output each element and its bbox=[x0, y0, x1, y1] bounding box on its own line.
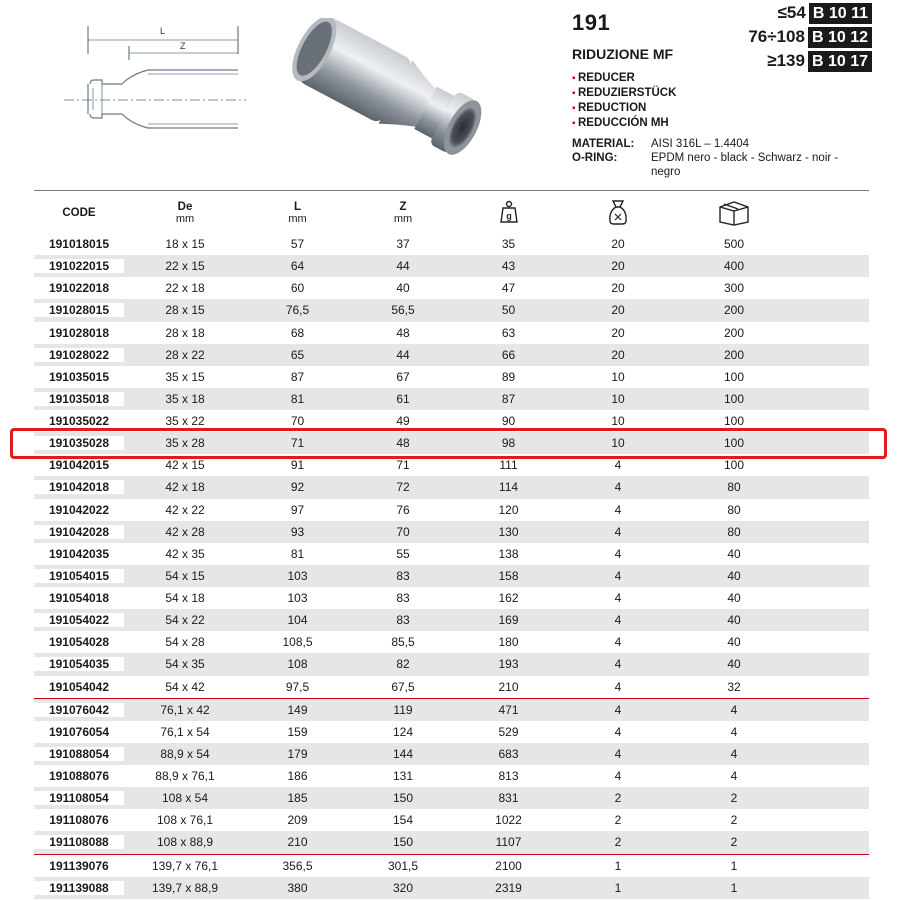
cell-weight: 169 bbox=[498, 613, 519, 628]
cell-weight: 90 bbox=[501, 414, 516, 429]
cell-code: 191088076 bbox=[48, 769, 110, 784]
cell-z: 40 bbox=[396, 281, 410, 296]
cell-z: 37 bbox=[396, 237, 410, 252]
cell-bag-qty: 2 bbox=[614, 791, 622, 806]
cell-z: 44 bbox=[396, 347, 410, 362]
cell-z: 61 bbox=[396, 391, 410, 406]
cell-code: 191076042 bbox=[34, 703, 124, 717]
cell-l: 97,5 bbox=[285, 679, 310, 694]
cell-l: 210 bbox=[287, 835, 308, 850]
table-row bbox=[34, 698, 869, 721]
cell-code: 191054018 bbox=[48, 591, 110, 606]
cell-code: 191035028 bbox=[34, 436, 124, 450]
cell-code: 191088054 bbox=[34, 747, 124, 761]
cell-z: 56,5 bbox=[391, 303, 415, 318]
translation-item bbox=[572, 86, 872, 101]
cell-box-qty: 1 bbox=[730, 880, 738, 895]
cell-l: 81 bbox=[290, 546, 305, 561]
cell-z: 301,5 bbox=[387, 858, 419, 873]
translation-text: REDUCCIÓN MH bbox=[578, 117, 669, 129]
cell-bag-qty: 2 bbox=[614, 835, 622, 850]
header-box bbox=[676, 198, 792, 229]
cell-z: 144 bbox=[392, 746, 414, 761]
cell-bag-qty: 20 bbox=[611, 237, 625, 252]
cell-bag-qty: 4 bbox=[614, 702, 622, 717]
cell-de: 108 x 76,1 bbox=[156, 813, 214, 828]
cell-de: 35 x 22 bbox=[165, 414, 205, 429]
cell-bag-qty: 4 bbox=[614, 679, 622, 694]
cell-bag-qty: 4 bbox=[614, 635, 622, 650]
table-row bbox=[34, 743, 869, 765]
cell-box-qty: 80 bbox=[727, 480, 741, 495]
cell-de: 108 x 54 bbox=[161, 791, 209, 806]
cell-box-qty: 100 bbox=[723, 414, 745, 429]
cell-de: 18 x 15 bbox=[165, 237, 205, 252]
cell-z: 49 bbox=[396, 414, 410, 429]
cell-l: 380 bbox=[287, 880, 308, 895]
cell-box-qty: 4 bbox=[730, 746, 738, 761]
cell-de: 35 x 28 bbox=[165, 436, 205, 451]
cell-bag-qty: 4 bbox=[614, 480, 622, 495]
cell-l: 108 bbox=[287, 657, 308, 672]
cell-z: 83 bbox=[396, 568, 410, 583]
cell-code: 191108054 bbox=[34, 791, 124, 805]
cell-weight: 111 bbox=[499, 458, 518, 473]
header-divider bbox=[34, 190, 869, 191]
cell-l: 70 bbox=[290, 414, 305, 429]
cell-box-qty: 100 bbox=[723, 436, 745, 451]
cell-weight: 89 bbox=[501, 369, 516, 384]
cell-box-qty: 40 bbox=[727, 568, 741, 583]
cell-z: 131 bbox=[392, 769, 414, 784]
cell-l: 159 bbox=[287, 724, 308, 739]
cell-bag-qty: 20 bbox=[611, 347, 625, 362]
header-z-unit: mm bbox=[393, 213, 413, 225]
cell-code: 191054042 bbox=[48, 679, 110, 694]
table-row bbox=[34, 854, 869, 877]
cell-de: 28 x 15 bbox=[165, 303, 205, 318]
cell-z: 48 bbox=[396, 436, 410, 451]
cell-bag-qty: 20 bbox=[611, 303, 625, 318]
cell-box-qty: 2 bbox=[730, 813, 738, 828]
cell-bag-qty: 4 bbox=[614, 613, 622, 628]
cell-code: 191028022 bbox=[34, 348, 124, 362]
cell-de: 54 x 18 bbox=[165, 591, 205, 606]
table-row bbox=[34, 631, 869, 653]
cell-l: 103 bbox=[287, 568, 308, 583]
cell-code: 191028018 bbox=[48, 325, 110, 340]
cell-l: 68 bbox=[290, 325, 305, 340]
translation-item bbox=[572, 116, 872, 131]
table-row bbox=[34, 322, 869, 344]
cell-l: 60 bbox=[290, 281, 305, 296]
cell-weight: 162 bbox=[498, 591, 519, 606]
cell-box-qty: 200 bbox=[723, 303, 745, 318]
size-code: B 10 12 bbox=[808, 27, 872, 48]
cell-code: 191042035 bbox=[48, 546, 110, 561]
cell-weight: 180 bbox=[498, 635, 519, 650]
cell-l: 97 bbox=[290, 502, 305, 517]
translation-text: REDUCER bbox=[578, 72, 635, 84]
cell-weight: 210 bbox=[498, 679, 519, 694]
product-table bbox=[34, 193, 869, 899]
cell-z: 67 bbox=[396, 369, 410, 384]
table-row bbox=[34, 521, 869, 543]
cell-bag-qty: 4 bbox=[614, 746, 622, 761]
oring-spec bbox=[572, 151, 872, 179]
cell-code: 191042028 bbox=[34, 525, 124, 539]
header-weight bbox=[457, 200, 560, 227]
table-row bbox=[34, 255, 869, 277]
cell-box-qty: 1 bbox=[730, 858, 738, 873]
cell-de: 88,9 x 76,1 bbox=[155, 769, 215, 784]
dimension-drawing bbox=[60, 14, 250, 149]
highlighted-row-outline bbox=[10, 428, 887, 459]
cell-weight: 63 bbox=[501, 325, 516, 340]
cell-bag-qty: 4 bbox=[614, 568, 622, 583]
cell-l: 92 bbox=[290, 480, 305, 495]
table-row bbox=[34, 543, 869, 565]
cell-de: 42 x 28 bbox=[165, 524, 205, 539]
cell-de: 54 x 35 bbox=[165, 657, 205, 672]
cell-code: 191054028 bbox=[48, 635, 110, 650]
cell-de: 54 x 22 bbox=[165, 613, 205, 628]
cell-l: 186 bbox=[287, 769, 308, 784]
bullet-icon: ▪ bbox=[572, 118, 576, 129]
product-translations bbox=[572, 71, 872, 131]
cell-code: 191054035 bbox=[34, 657, 124, 671]
cell-z: 150 bbox=[392, 835, 414, 850]
cell-bag-qty: 1 bbox=[614, 858, 622, 873]
cell-de: 76,1 x 54 bbox=[160, 724, 210, 739]
cell-z: 124 bbox=[392, 724, 414, 739]
cell-code: 191108076 bbox=[49, 813, 109, 828]
cell-de: 35 x 15 bbox=[165, 369, 205, 384]
cell-l: 356,5 bbox=[282, 858, 313, 873]
header-de-unit: mm bbox=[175, 213, 195, 225]
cell-weight: 114 bbox=[498, 480, 519, 495]
cell-weight: 158 bbox=[498, 568, 519, 583]
cell-bag-qty: 20 bbox=[611, 281, 625, 296]
cell-weight: 43 bbox=[501, 259, 516, 274]
cell-weight: 1107 bbox=[495, 835, 522, 850]
product-number: 191 bbox=[572, 10, 611, 35]
cell-code: 191042015 bbox=[48, 458, 110, 473]
table-row bbox=[34, 809, 869, 831]
cell-weight: 193 bbox=[498, 657, 519, 672]
table-header bbox=[34, 193, 869, 233]
header-de-label: De bbox=[177, 201, 193, 213]
cell-box-qty: 40 bbox=[727, 613, 741, 628]
cell-bag-qty: 4 bbox=[614, 502, 622, 517]
cell-weight: 1022 bbox=[495, 813, 522, 828]
cell-bag-qty: 4 bbox=[614, 546, 622, 561]
cell-weight: 683 bbox=[498, 746, 519, 761]
cell-code: 191028015 bbox=[34, 303, 124, 317]
cell-code: 191139076 bbox=[49, 858, 109, 873]
cell-l: 108,5 bbox=[282, 635, 313, 650]
table-row bbox=[34, 877, 869, 899]
cell-code: 191022015 bbox=[34, 259, 124, 273]
cell-l: 81 bbox=[290, 391, 305, 406]
cell-z: 67,5 bbox=[391, 679, 415, 694]
cell-l: 76,5 bbox=[285, 303, 310, 318]
cell-box-qty: 100 bbox=[723, 458, 745, 473]
cell-box-qty: 40 bbox=[727, 546, 741, 561]
cell-de: 54 x 42 bbox=[165, 679, 205, 694]
cell-box-qty: 200 bbox=[723, 347, 745, 362]
bag-icon bbox=[607, 199, 629, 225]
cell-de: 35 x 18 bbox=[165, 391, 205, 406]
cell-code: 191042022 bbox=[48, 502, 110, 517]
cell-weight: 2319 bbox=[495, 880, 522, 895]
header-z bbox=[349, 201, 457, 225]
cell-code: 191054015 bbox=[34, 569, 124, 583]
cell-code: 191042018 bbox=[34, 480, 124, 494]
cell-z: 85,5 bbox=[391, 635, 415, 650]
translation-text: REDUZIERSTÜCK bbox=[578, 87, 677, 99]
cell-weight: 47 bbox=[501, 281, 516, 296]
size-code: B 10 17 bbox=[808, 51, 872, 72]
bullet-icon: ▪ bbox=[572, 103, 576, 114]
table-body bbox=[34, 233, 869, 899]
cell-l: 209 bbox=[287, 813, 308, 828]
translation-item bbox=[572, 101, 872, 116]
cell-de: 22 x 15 bbox=[165, 259, 205, 274]
cell-de: 42 x 22 bbox=[165, 502, 205, 517]
cell-code: 191035022 bbox=[48, 414, 110, 429]
cell-l: 87 bbox=[290, 369, 305, 384]
cell-box-qty: 4 bbox=[730, 769, 738, 784]
svg-text:g: g bbox=[505, 210, 512, 221]
cell-de: 108 x 88,9 bbox=[156, 835, 214, 850]
cell-z: 48 bbox=[396, 325, 410, 340]
cell-z: 320 bbox=[392, 880, 414, 895]
cell-bag-qty: 1 bbox=[614, 880, 622, 895]
table-row bbox=[34, 499, 869, 521]
cell-l: 65 bbox=[290, 347, 305, 362]
header-code: CODE bbox=[62, 207, 96, 219]
size-code-row bbox=[748, 26, 872, 48]
cell-box-qty: 40 bbox=[727, 657, 741, 672]
cell-code: 191054022 bbox=[34, 613, 124, 627]
cell-z: 72 bbox=[396, 480, 410, 495]
cell-box-qty: 100 bbox=[723, 391, 745, 406]
cell-l: 57 bbox=[290, 237, 305, 252]
cell-weight: 87 bbox=[501, 391, 516, 406]
cell-de: 139,7 x 76,1 bbox=[151, 858, 219, 873]
cell-l: 179 bbox=[287, 746, 308, 761]
weight-g-icon bbox=[500, 200, 518, 224]
cell-weight: 529 bbox=[498, 724, 519, 739]
cell-box-qty: 40 bbox=[727, 635, 741, 650]
table-row bbox=[34, 277, 869, 299]
cell-bag-qty: 4 bbox=[614, 769, 622, 784]
size-code-row bbox=[748, 50, 872, 72]
table-row bbox=[34, 388, 869, 410]
table-row bbox=[34, 366, 869, 388]
cell-l: 185 bbox=[287, 791, 308, 806]
box-icon bbox=[718, 198, 750, 226]
table-row bbox=[34, 565, 869, 587]
cell-de: 42 x 18 bbox=[165, 480, 205, 495]
cell-z: 119 bbox=[393, 702, 413, 717]
cell-box-qty: 80 bbox=[727, 502, 741, 517]
cell-z: 76 bbox=[396, 502, 410, 517]
cell-bag-qty: 2 bbox=[614, 813, 622, 828]
cell-bag-qty: 20 bbox=[611, 325, 625, 340]
cell-box-qty: 32 bbox=[727, 679, 741, 694]
cell-weight: 66 bbox=[501, 347, 516, 362]
size-code: B 10 11 bbox=[809, 3, 872, 24]
cell-z: 70 bbox=[396, 524, 410, 539]
table-row bbox=[34, 609, 869, 631]
cell-de: 54 x 15 bbox=[165, 568, 205, 583]
cell-l: 71 bbox=[290, 436, 305, 451]
cell-z: 71 bbox=[396, 458, 410, 473]
size-range: ≤54 bbox=[777, 3, 806, 22]
cell-box-qty: 100 bbox=[723, 369, 745, 384]
cell-z: 83 bbox=[396, 613, 410, 628]
cell-weight: 471 bbox=[498, 702, 519, 717]
cell-weight: 130 bbox=[498, 524, 519, 539]
cell-code: 191076054 bbox=[48, 724, 110, 739]
cell-bag-qty: 4 bbox=[614, 657, 622, 672]
cell-bag-qty: 10 bbox=[611, 369, 625, 384]
header-bag bbox=[560, 199, 676, 228]
table-row bbox=[34, 787, 869, 809]
product-name: RIDUZIONE MF bbox=[572, 46, 674, 62]
cell-box-qty: 80 bbox=[727, 524, 741, 539]
oring-value: EPDM nero - black - Schwarz - noir - negro bbox=[651, 152, 839, 178]
cell-z: 154 bbox=[392, 813, 414, 828]
oring-label: O-RING: bbox=[572, 152, 618, 164]
cell-de: 22 x 18 bbox=[165, 281, 205, 296]
cell-weight: 120 bbox=[498, 502, 519, 517]
cell-z: 82 bbox=[396, 657, 410, 672]
cell-weight: 98 bbox=[501, 436, 516, 451]
size-range: ≥139 bbox=[767, 51, 805, 70]
cell-de: 28 x 18 bbox=[165, 325, 205, 340]
drawing-label-l: L bbox=[160, 26, 166, 36]
cell-code: 191035015 bbox=[48, 369, 110, 384]
cell-de: 139,7 x 88,9 bbox=[151, 880, 219, 895]
table-row bbox=[34, 676, 869, 698]
cell-bag-qty: 4 bbox=[614, 724, 622, 739]
cell-bag-qty: 4 bbox=[614, 591, 622, 606]
product-photo bbox=[280, 18, 500, 178]
size-code-row bbox=[748, 2, 872, 24]
cell-z: 44 bbox=[396, 259, 410, 274]
cell-box-qty: 400 bbox=[723, 259, 745, 274]
material-label: MATERIAL: bbox=[572, 138, 635, 150]
table-row bbox=[34, 653, 869, 675]
cell-weight: 831 bbox=[498, 791, 519, 806]
header-z-label: Z bbox=[399, 201, 407, 213]
cell-l: 103 bbox=[287, 591, 308, 606]
cell-de: 42 x 35 bbox=[165, 546, 205, 561]
table-row bbox=[34, 587, 869, 609]
cell-z: 55 bbox=[396, 546, 410, 561]
cell-box-qty: 2 bbox=[730, 835, 738, 850]
translation-text: REDUCTION bbox=[578, 102, 647, 114]
cell-l: 104 bbox=[287, 613, 308, 628]
table-row bbox=[34, 476, 869, 498]
table-row bbox=[34, 299, 869, 321]
table-row bbox=[34, 344, 869, 366]
cell-z: 83 bbox=[396, 591, 410, 606]
cell-l: 91 bbox=[290, 458, 305, 473]
cell-code: 191035018 bbox=[34, 392, 124, 406]
header-de bbox=[124, 201, 246, 225]
bullet-icon: ▪ bbox=[572, 73, 576, 84]
cell-de: 54 x 28 bbox=[165, 635, 205, 650]
cell-weight: 50 bbox=[501, 303, 516, 318]
cell-bag-qty: 4 bbox=[614, 458, 622, 473]
cell-l: 93 bbox=[290, 524, 305, 539]
cell-box-qty: 300 bbox=[723, 281, 745, 296]
cell-weight: 2100 bbox=[495, 858, 522, 873]
cell-code: 191108088 bbox=[34, 835, 124, 849]
cell-l: 149 bbox=[287, 702, 308, 717]
cell-code: 191022018 bbox=[48, 281, 110, 296]
cell-de: 88,9 x 54 bbox=[160, 746, 210, 761]
header-l-unit: mm bbox=[288, 213, 307, 225]
material-value: AISI 316L – 1.4404 bbox=[651, 138, 750, 150]
cell-bag-qty: 10 bbox=[611, 391, 625, 406]
cell-code: 191139088 bbox=[34, 881, 124, 895]
cell-box-qty: 40 bbox=[727, 591, 741, 606]
cell-bag-qty: 4 bbox=[614, 524, 622, 539]
cell-z: 150 bbox=[392, 791, 414, 806]
cell-de: 76,1 x 42 bbox=[160, 702, 210, 717]
cell-box-qty: 4 bbox=[730, 724, 738, 739]
table-row bbox=[34, 233, 869, 255]
bullet-icon: ▪ bbox=[572, 88, 576, 99]
cell-de: 42 x 15 bbox=[165, 458, 205, 473]
drawing-label-z: Z bbox=[180, 41, 186, 51]
cell-l: 64 bbox=[290, 259, 305, 274]
table-row bbox=[34, 765, 869, 787]
header-l-label: L bbox=[293, 201, 302, 213]
cell-de: 28 x 22 bbox=[165, 347, 205, 362]
cell-box-qty: 200 bbox=[723, 325, 745, 340]
cell-weight: 813 bbox=[498, 769, 519, 784]
cell-box-qty: 2 bbox=[730, 791, 738, 806]
cell-bag-qty: 10 bbox=[611, 414, 625, 429]
cell-code: 191018015 bbox=[48, 237, 110, 252]
cell-weight: 138 bbox=[498, 546, 519, 561]
cell-box-qty: 500 bbox=[723, 237, 745, 252]
table-row bbox=[34, 721, 869, 743]
cell-bag-qty: 10 bbox=[611, 436, 625, 451]
header-l bbox=[246, 201, 349, 225]
table-row bbox=[34, 831, 869, 853]
material-spec bbox=[572, 137, 872, 151]
cell-bag-qty: 20 bbox=[611, 259, 625, 274]
size-code-list bbox=[748, 2, 872, 74]
cell-box-qty: 4 bbox=[730, 702, 738, 717]
cell-weight: 35 bbox=[501, 237, 516, 252]
size-range: 76÷108 bbox=[748, 27, 805, 46]
